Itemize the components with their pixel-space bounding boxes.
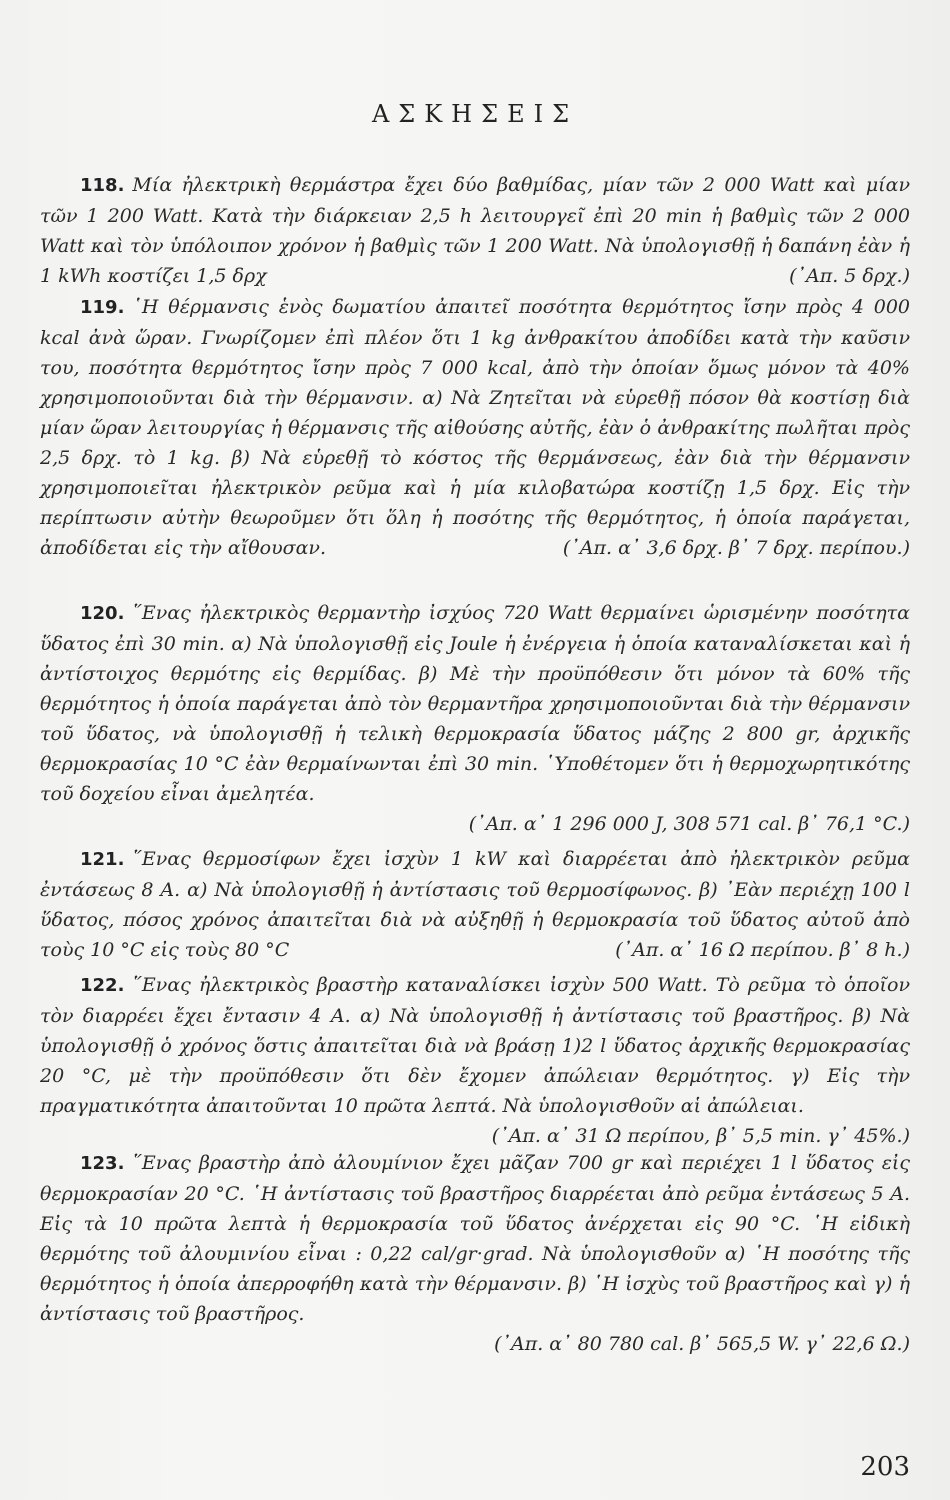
page-number: 203 bbox=[860, 1452, 910, 1482]
exercise-text: ῞Ενας ἠλεκτρικὸς θερμαντὴρ ἰσχύος 720 Watt θερμαίνει ὡρισμένην ποσότητα ὕδατος ἐπὶ 30 min. α) Νὰ ὑπολογισθῇ εἰς Joule ἡ ἐνέργεια ἡ ὁποία καταναλίσκεται καὶ ἡ ἀντίστοιχος θερμότης εἰς θερμίδας. β) Μὲ τὴν προϋπόθεσιν ὅτι μόνον τὰ 60% τῆς θερμότητος ἡ ὁποία παράγεται ἀπὸ τὸν θερμαντῆρα χρησιμοποιοῦνται διὰ τὴν θέρμανσιν τοῦ ὕδατος, νὰ ὑπολογισθῇ ἡ τελικὴ θερμοκρασία ὕδατος μάζης 2 800 gr, ἀρχικῆς θερμοκρασίας 10 °C ἐὰν θερμαίνωνται ἐπὶ 30 min. ῾Υποθέτομεν ὅτι ἡ θερμοχωρητικότης τοῦ δοχείου εἶναι ἀμελητέα. bbox=[40, 602, 910, 805]
exercise-answer: (᾽Απ. α᾽ 80 780 cal. β᾽ 565,5 W. γ᾽ 22,6 Ω.) bbox=[494, 1333, 910, 1355]
exercise-answer: (᾽Απ. α᾽ 1 296 000 J, 308 571 cal. β᾽ 76,1 °C.) bbox=[468, 813, 910, 835]
exercise-body bbox=[40, 292, 910, 563]
exercise-body bbox=[40, 970, 910, 1121]
exercise-text: ῞Ενας ἠλεκτρικὸς βραστὴρ καταναλίσκει ἰσχὺν 500 Watt. Τὸ ρεῦμα τὸ ὁποῖον τὸν διαρρέει ἔχει ἔντασιν 4 Α. α) Νὰ ὑπολογισθῇ ἡ ἀντίστασις τοῦ βραστῆρος. β) Νὰ ὑπολογισθῇ ὁ χρόνος ὅστις ἀπαιτεῖται διὰ νὰ βράσῃ 1)2 l ὕδατος ἀρχικῆς θερμοκρασίας 20 °C, μὲ τὴν προϋπόθεσιν ὅτι δὲν ἔχομεν ἀπώλειαν θερμότητος. γ) Εἰς τὴν πραγματικότητα ἀπαιτοῦνται 10 πρῶτα λεπτά. Νὰ ὑπολογισθοῦν αἱ ἀπώλειαι. bbox=[40, 974, 910, 1117]
exercise-123 bbox=[40, 1148, 910, 1398]
exercise-120 bbox=[40, 598, 910, 844]
exercise-118 bbox=[40, 170, 910, 290]
exercise-body bbox=[40, 170, 910, 291]
exercise-121 bbox=[40, 844, 910, 970]
exercise-text: ῞Ενας θερμοσίφων ἔχει ἰσχὺν 1 kW καὶ διαρρέεται ἀπὸ ἠλεκτρικὸν ρεῦμα ἐντάσεως 8 Α. α) Νὰ ὑπολογισθῇ ἡ ἀντίστασις τοῦ θερμοσίφωνος. β) ᾽Εὰν περιέχῃ 100 l ὕδατος, πόσος χρόνος ἀπαιτεῖται διὰ νὰ αὐξηθῇ ἡ θερμοκρασία τοῦ ὕδατος αὐτοῦ ἀπὸ τοὺς 10 °C εἰς τοὺς 80 °C bbox=[40, 848, 910, 961]
exercise-text: ῾Η θέρμανσις ἑνὸς δωματίου ἀπαιτεῖ ποσότητα θερμότητος ἴσην πρὸς 4 000 kcal ἀνὰ ὥραν. Γνωρίζομεν ἐπὶ πλέον ὅτι 1 kg ἀνθρακίτου ἀποδίδει κατὰ τὴν καῦσιν του, ποσότητα θερμότητος ἴσην πρὸς 7 000 kcal, ἀπὸ τὴν ὁποίαν ὅμως μόνον τὰ 40% χρησιμοποιοῦνται διὰ τὴν θέρμανσιν. α) Νὰ Ζητεῖται νὰ εὑρεθῇ πόσον θὰ κοστίσῃ διὰ μίαν ὥραν λειτουργίας ἡ θέρμανσις τῆς αἰθούσης αὐτῆς, ἐὰν ὁ ἀνθρακίτης πωλῆται πρὸς 2,5 δρχ. τὸ 1 kg. β) Νὰ εὑρεθῇ τὸ κόστος τῆς θερμάνσεως, ἐὰν διὰ τὴν θέρμανσιν χρησιμοποιεῖται ἠλεκτρικὸν ρεῦμα καὶ ἡ μία κιλοβατώρα κοστίζῃ 1,5 δρχ. Εἰς τὴν περίπτωσιν αὐτὴν θεωροῦμεν ὅτι ὅλη ἡ ποσότης τῆς θερμότητος, ἡ ὁποία παράγεται, ἀποδίδεται εἰς τὴν αἴθουσαν. bbox=[40, 296, 910, 559]
page-heading: ΑΣΚΗΣΕΙΣ bbox=[371, 100, 579, 128]
exercise-answer: (᾽Απ. 5 δρχ.) bbox=[789, 265, 910, 287]
exercise-body bbox=[40, 1148, 910, 1329]
exercise-number: 120. bbox=[80, 603, 125, 624]
exercise-119 bbox=[40, 292, 910, 598]
exercise-number: 118. bbox=[80, 175, 125, 196]
exercise-list bbox=[40, 170, 910, 1398]
exercise-answer: (᾽Απ. α᾽ 3,6 δρχ. β᾽ 7 δρχ. περίπου.) bbox=[562, 537, 910, 559]
exercise-number: 122. bbox=[80, 975, 125, 996]
exercise-number: 123. bbox=[80, 1153, 125, 1174]
exercise-text: ῞Ενας βραστὴρ ἀπὸ ἀλουμίνιον ἔχει μᾶζαν 700 gr καὶ περιέχει 1 l ὕδατος εἰς θερμοκρασίαν 20 °C. ῾Η ἀντίστασις τοῦ βραστῆρος διαρρέεται ἀπὸ ρεῦμα ἐντάσεως 5 Α. Εἰς τὰ 10 πρῶτα λεπτὰ ἡ θερμοκρασία τοῦ ὕδατος ἀνέρχεται εἰς 90 °C. ῾Η εἰδικὴ θερμότης τοῦ ἀλουμινίου εἶναι : 0,22 cal/gr·grad. Νὰ ὑπολογισθοῦν α) ῾Η ποσότης τῆς θερμότητος ἡ ὁποία ἀπερροφήθη κατὰ τὴν θέρμανσιν. β) ῾Η ἰσχὺς τοῦ βραστῆρος καὶ γ) ἡ ἀντίστασις τοῦ βραστῆρος. bbox=[40, 1152, 910, 1325]
exercise-122 bbox=[40, 970, 910, 1148]
exercise-number: 119. bbox=[80, 297, 125, 318]
exercise-answer: (᾽Απ. α᾽ 31 Ω περίπου, β᾽ 5,5 min. γ᾽ 45%.) bbox=[491, 1125, 910, 1147]
exercise-body bbox=[40, 598, 910, 809]
exercise-number: 121. bbox=[80, 849, 125, 870]
exercise-text: Μία ἠλεκτρικὴ θερμάστρα ἔχει δύο βαθμίδας, μίαν τῶν 2 000 Watt καὶ μίαν τῶν 1 200 Watt. Κατὰ τὴν διάρκειαν 2,5 h λειτουργεῖ ἐπὶ 20 min ἡ βαθμὶς τῶν 2 000 Watt καὶ τὸν ὑπόλοιπον χρόνον ἡ βαθμὶς τῶν 1 200 Watt. Νὰ ὑπολογισθῇ ἡ δαπάνη ἐὰν ἡ 1 kWh κοστίζει 1,5 δρχ bbox=[40, 174, 910, 287]
exercise-answer: (᾽Απ. α᾽ 16 Ω περίπου. β᾽ 8 h.) bbox=[615, 939, 910, 961]
